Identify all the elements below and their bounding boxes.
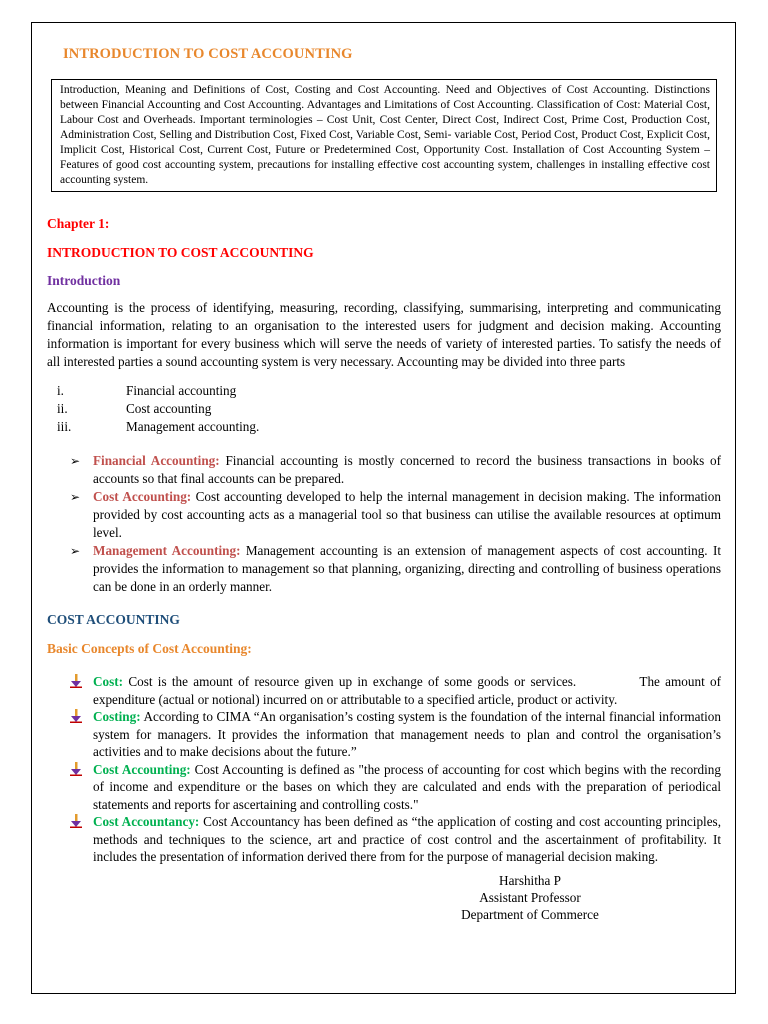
chapter-title: INTRODUCTION TO COST ACCOUNTING bbox=[47, 245, 314, 260]
term-description: Financial accounting is mostly concerned to record the business transactions in books of accounts so that final accounts can be prepared. bbox=[93, 453, 721, 486]
term-label: Financial Accounting: bbox=[93, 453, 220, 468]
list-item bbox=[47, 708, 721, 761]
list-item bbox=[47, 542, 721, 596]
term-label: Cost Accounting: bbox=[93, 489, 192, 504]
list-item bbox=[47, 452, 721, 488]
term-description: According to CIMA “An organisation’s costing system is the foundation of the internal financial information system for managers. It provides the information that management needs to plan and control the organisation’s activities and to make decisions about the future.” bbox=[93, 709, 721, 759]
introduction-paragraph: Accounting is the process of identifying, measuring, recording, classifying, summarising, interpreting and communicating financial information, relating to an organisation to the interested users for judgment and decision making. Accounting information is important for every business which will serve the needs of variety of interested parties. To satisfy the needs of all interested parties a sound accounting system is very necessary. Accounting may be divided into three parts bbox=[47, 300, 721, 369]
arrow-bullet-icon: ➢ bbox=[70, 544, 81, 558]
down-arrow-bullet-icon bbox=[70, 674, 82, 688]
list-item bbox=[47, 761, 721, 814]
author-name: Harshitha P bbox=[499, 873, 561, 888]
list-text: Cost accounting bbox=[126, 401, 212, 416]
concepts-list bbox=[47, 673, 725, 866]
list-number: ii. bbox=[57, 401, 68, 416]
list-number: i. bbox=[57, 383, 64, 398]
author-signature bbox=[440, 872, 620, 923]
cost-accounting-heading: COST ACCOUNTING bbox=[47, 612, 180, 627]
list-number: iii. bbox=[57, 419, 72, 434]
term-description: Cost is the amount of resource given up in exchange of some goods or services. The amount of expenditure (actual or notional) incurred on or attributable to a specified article, product or activity. bbox=[93, 674, 725, 707]
term-description: Cost Accounting is defined as "the process of accounting for cost which begins with the recording of income and expenditure or the bases on which they are calculated and ends with the preparation of periodical statements and reports for ascertaining and controlling costs." bbox=[93, 761, 721, 812]
author-role: Assistant Professor bbox=[479, 890, 581, 905]
basic-concepts-heading: Basic Concepts of Cost Accounting: bbox=[47, 641, 252, 656]
arrow-bullet-icon: ➢ bbox=[70, 490, 81, 504]
chapter-label: Chapter 1: bbox=[47, 216, 110, 231]
document-content bbox=[47, 46, 725, 866]
syllabus-box: Introduction, Meaning and Definitions of Cost, Costing and Cost Accounting. Need and Objectives of Cost Accounting. Distinctions between Financial Accounting and Cost Accounting. Advantages and Limitations of Cost Accounting. Classification of Cost: Material Cost, Labour Cost and Overheads. Important terminologies – Cost Unit, Cost Center, Direct Cost, Indirect Cost, Prime Cost, Production Cost, Administration Cost, Selling and Distribution Cost, Fixed Cost, Variable Cost, Semi- variable Cost, Period Cost, Product Cost, Explicit Cost, Implicit Cost, Historical Cost, Current Cost, Future or Predetermined Cost, Opportunity Cost. Installation of Cost Accounting System – Features of good cost accounting system, precautions for installing effective cost accounting system, challenges in installing effective cost accounting system. bbox=[51, 79, 717, 192]
list-item bbox=[47, 488, 721, 542]
author-department: Department of Commerce bbox=[461, 907, 599, 922]
term-label: Cost Accounting: bbox=[93, 761, 191, 777]
list-item bbox=[47, 400, 721, 418]
introduction-heading: Introduction bbox=[47, 273, 121, 288]
term-description: Management accounting is an extension of management aspects of cost accounting. It provides the information to management so that planning, organizing, directing and controlling of business operations can be done in an orderly manner. bbox=[93, 543, 721, 594]
down-arrow-bullet-icon bbox=[70, 814, 82, 828]
term-label: Cost Accountancy: bbox=[93, 814, 200, 829]
list-item bbox=[47, 382, 721, 400]
arrow-bullet-icon: ➢ bbox=[70, 454, 81, 468]
term-label: Cost: bbox=[93, 674, 124, 689]
term-description: Cost accounting developed to help the internal management in decision making. The information provided by cost accounting acts as a managerial tool so that business can utilise the available resources at optimum level. bbox=[93, 489, 721, 540]
term-label: Management Accounting: bbox=[93, 543, 241, 558]
list-text: Management accounting. bbox=[126, 419, 260, 434]
down-arrow-bullet-icon bbox=[70, 762, 82, 776]
list-item bbox=[47, 673, 725, 708]
list-item bbox=[47, 813, 721, 866]
term-description: Cost Accountancy has been defined as “the application of costing and cost accounting principles, methods and techniques to the science, art and practice of cost control and the ascertainment of profitability. It includes the presentation of information derived there from for the purpose of managerial decision making. bbox=[93, 814, 721, 864]
list-item bbox=[47, 418, 721, 436]
accounting-parts-list bbox=[47, 382, 721, 436]
term-label: Costing: bbox=[93, 709, 141, 724]
accounting-branches-list bbox=[47, 452, 721, 596]
list-text: Financial accounting bbox=[126, 383, 237, 398]
down-arrow-bullet-icon bbox=[70, 709, 82, 723]
document-title: INTRODUCTION TO COST ACCOUNTING bbox=[63, 46, 353, 62]
